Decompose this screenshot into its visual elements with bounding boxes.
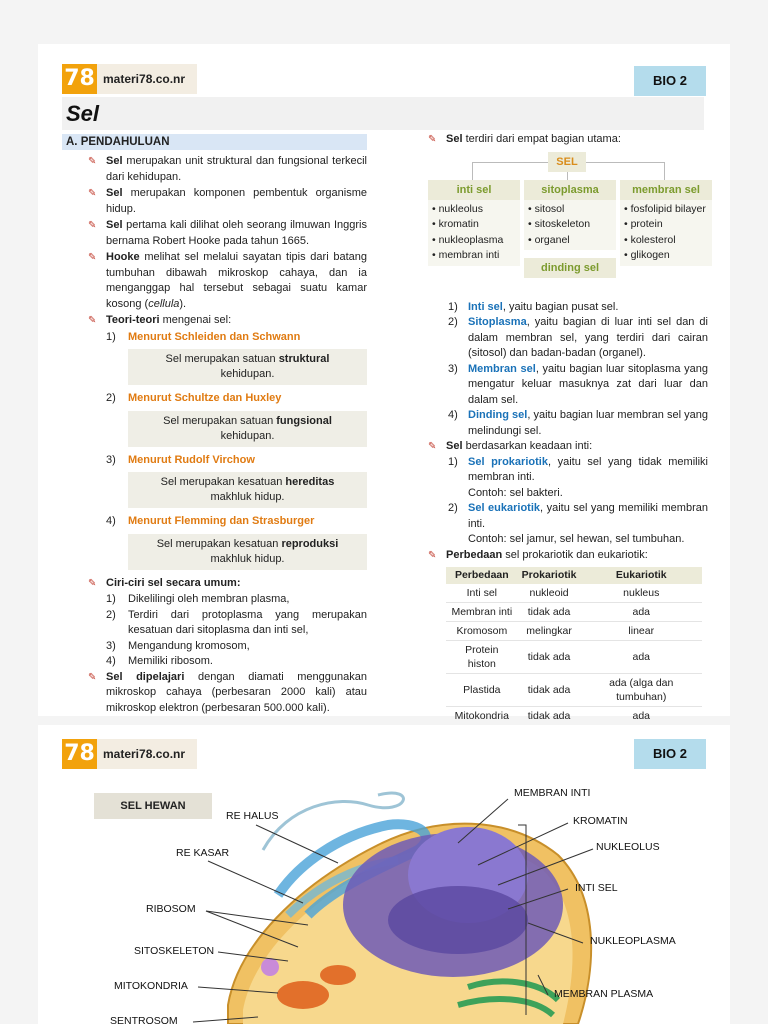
list-item: ✎ Sel berdasarkan keadaan inti:: [428, 439, 708, 455]
section-label: SEL HEWAN: [94, 793, 212, 819]
page-title: Sel: [66, 101, 100, 126]
list-item: ✎ Hooke melihat sel melalui sayatan tipis dari batang tumbuhan dibawah mikroskop cahaya, dan ia menganggap hal tersebut sebagai suatu kamar kosong (cellula).: [62, 250, 367, 312]
list-item: ✎ Sel pertama kali dilihat oleh seorang ilmuwan Inggris bernama Robert Hooke pada tahun 1665.: [62, 218, 367, 249]
table-row: Kromosom melingkar linear: [446, 622, 702, 641]
page-1: [38, 44, 730, 722]
connector-line: [567, 172, 568, 180]
connector-line: [586, 162, 664, 163]
part-item: 2) Sitoplasma, yaitu bagian di luar inti sel dan di dalam membran sel, yang terdiri dari cairan (sitosol) dan badan-badan (organel).: [448, 316, 708, 359]
diagram-item: • glikogen: [624, 248, 708, 264]
diagram-item: • sitoskeleton: [528, 217, 612, 233]
diagram-extra: dinding sel: [524, 258, 616, 278]
diagram-col-title: membran sel: [620, 180, 712, 200]
ciri-item: 4) Memiliki ribosom.: [106, 655, 213, 667]
title-bar: [62, 97, 704, 130]
comparison-table: [446, 567, 702, 726]
label-nukleoplasma: NUKLEOPLASMA: [590, 935, 676, 947]
table-header: Eukariotik: [581, 567, 703, 584]
label-kromatin: KROMATIN: [573, 815, 628, 827]
label-ribosom: RIBOSOM: [146, 903, 196, 915]
logo-number: 78: [62, 64, 97, 94]
site-url: materi78.co.nr: [103, 747, 186, 761]
ciri-item: 2) Terdiri dari protoplasma yang merupakan kesatuan dari sitoplasma dan inti sel,: [106, 608, 367, 636]
diagram-item: • nukleoplasma: [432, 233, 516, 249]
connector-line: [472, 162, 473, 180]
diagram-col-membran: [620, 180, 712, 266]
section-heading: A. PENDAHULUAN: [62, 134, 367, 150]
site-url: materi78.co.nr: [103, 72, 186, 86]
table-header: Prokariotik: [518, 567, 581, 584]
list-item: ✎ Sel terdiri dari empat bagian utama:: [428, 132, 708, 148]
part-item: 3) Membran sel, yaitu bagian luar sitoplasma yang mengatur keluar masuknya zat dari luar dan dalam sel.: [448, 362, 708, 406]
theory-box: Sel merupakan kesatuan reproduksi makhluk hidup.: [128, 534, 367, 570]
list-item: ✎ Sel dipelajari dengan diamati menggunakan mikroskop cahaya (perbesaran 2000 kali) atau mikroskop elektron (perbesaran 500.000 kali).: [62, 670, 367, 716]
right-column: [428, 132, 708, 726]
table-row: Membran inti tidak ada ada: [446, 603, 702, 622]
list-item: ✎ Perbedaan sel prokariotik dan eukariotik:: [428, 548, 708, 564]
theory-box: Sel merupakan satuan struktural kehidupan.: [128, 349, 367, 385]
list-item: ✎ Ciri-ciri sel secara umum:: [62, 576, 367, 592]
ciri-item: 3) Mengandung kromosom,: [106, 639, 250, 652]
diagram-item: • kolesterol: [624, 233, 708, 249]
logo-number: 78: [62, 739, 97, 769]
label-sentrosom: SENTROSOM: [110, 1015, 178, 1024]
diagram-item: • kromatin: [432, 217, 516, 233]
label-re-halus: RE HALUS: [226, 810, 279, 822]
table-row: Inti sel nukleoid nukleus: [446, 584, 702, 603]
label-membran-plasma: MEMBRAN PLASMA: [554, 988, 654, 1000]
table-header: Perbedaan: [446, 567, 518, 584]
theory-item: 4) Menurut Flemming dan Strasburger: [106, 515, 315, 527]
theory-item: 2) Menurut Schultze dan Huxley: [106, 392, 282, 404]
type-item: 1) Sel prokariotik, yaitu sel yang tidak memiliki membran inti. Contoh: sel bakteri.: [448, 455, 708, 499]
diagram-col-inti: [428, 180, 520, 266]
theory-box: Sel merupakan kesatuan hereditas makhluk hidup.: [128, 472, 367, 508]
label-inti-sel: INTI SEL: [575, 882, 618, 894]
type-item: 2) Sel eukariotik, yaitu sel yang memiliki membran inti. Contoh: sel jamur, sel hewan, sel tumbuhan.: [448, 502, 708, 545]
diagram-root: SEL: [548, 152, 586, 172]
label-membran-inti: MEMBRAN INTI: [514, 787, 591, 799]
diagram-item: • protein: [624, 217, 708, 233]
list-item: ✎ Sel merupakan komponen pembentuk organisme hidup.: [62, 186, 367, 217]
label-mitokondria: MITOKONDRIA: [114, 980, 188, 992]
table-row: Mitokondria tidak ada ada: [446, 707, 702, 726]
list-item: ✎ Sel merupakan unit struktural dan fungsional terkecil dari kehidupan.: [62, 154, 367, 185]
part-item: 1) Inti sel, yaitu bagian pusat sel.: [448, 300, 619, 313]
diagram-item: • sitosol: [528, 202, 612, 218]
label-nukleolus: NUKLEOLUS: [596, 841, 660, 853]
label-re-kasar: RE KASAR: [176, 847, 230, 859]
list-item: ✎ Teori-teori mengenai sel:: [62, 313, 367, 329]
site-logo[interactable]: [62, 64, 197, 94]
left-column: [62, 134, 367, 717]
ciri-item: 1) Dikelilingi oleh membran plasma,: [106, 593, 290, 605]
diagram-item: • organel: [528, 233, 612, 249]
theory-item: 1) Menurut Schleiden dan Schwann: [106, 330, 301, 343]
diagram-col-sitoplasma: [524, 180, 616, 279]
diagram-col-title: sitoplasma: [524, 180, 616, 200]
part-item: 4) Dinding sel, yaitu bagian luar membran sel yang melindungi sel.: [448, 409, 708, 437]
diagram-item: • nukleolus: [432, 202, 516, 218]
subject-badge: BIO 2: [634, 739, 706, 769]
label-sitoskeleton: SITOSKELETON: [134, 945, 215, 957]
theory-box: Sel merupakan satuan fungsional kehidupan.: [128, 411, 367, 447]
connector-line: [472, 162, 548, 163]
table-row: Protein histon tidak ada ada: [446, 641, 702, 674]
page-2: [38, 725, 730, 1024]
connector-line: [664, 162, 665, 180]
subject-badge: BIO 2: [634, 66, 706, 96]
diagram-item: • membran inti: [432, 248, 516, 264]
cell-parts-diagram: [428, 152, 708, 294]
diagram-col-title: inti sel: [428, 180, 520, 200]
table-row: Plastida tidak ada ada (alga dan tumbuhan): [446, 674, 702, 707]
theory-item: 3) Menurut Rudolf Virchow: [106, 453, 255, 466]
diagram-item: • fosfolipid bilayer: [624, 202, 708, 218]
